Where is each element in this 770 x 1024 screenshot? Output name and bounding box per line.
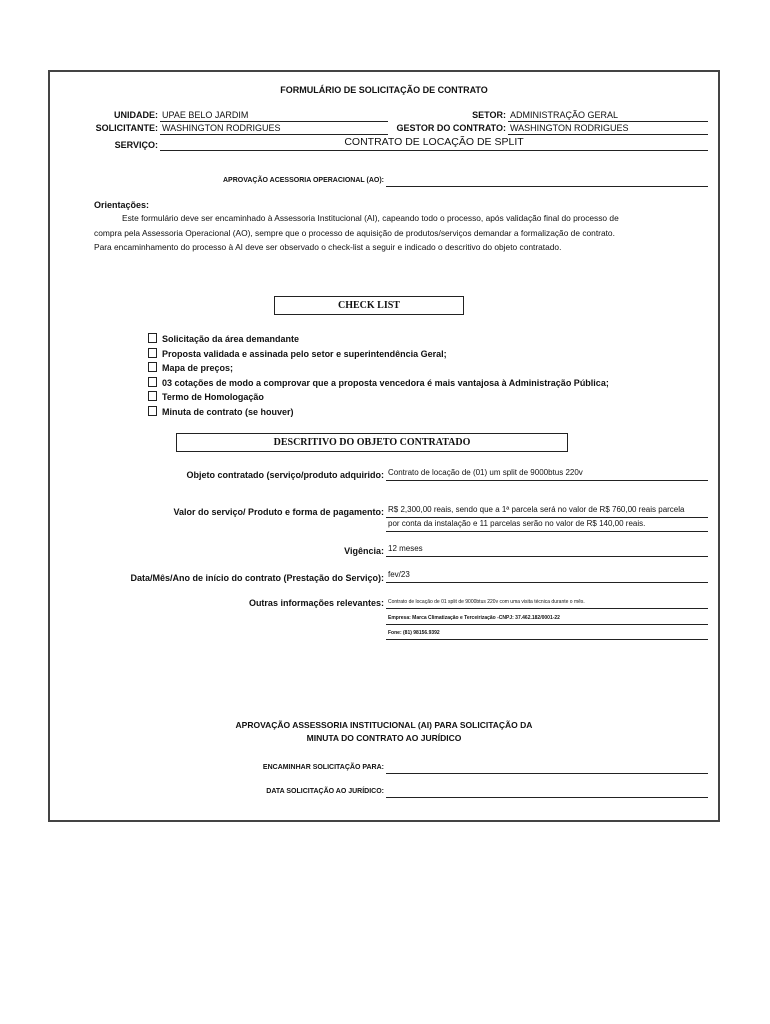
orientacoes-line-2: compra pela Assessoria Operacional (AO), sempre que o processo de aquisição de produtos/serviços demandar a formalização de contrato. [94, 228, 615, 238]
vigencia-field[interactable]: 12 meses [386, 544, 708, 557]
form-title: FORMULÁRIO DE SOLICITAÇÃO DE CONTRATO [280, 85, 488, 95]
descritivo-heading: DESCRITIVO DO OBJETO CONTRATADO [176, 433, 568, 452]
orientacoes-line-1: Este formulário deve ser encaminhado à Assessoria Institucional (AI), capeando todo o processo, após validação final do processo de [122, 213, 619, 223]
outras-info-line-3[interactable]: Fone: (81) 98156.9392 [386, 628, 708, 640]
aprovacao-ao-field[interactable] [386, 175, 708, 187]
solicitante-label: SOLICITANTE: [95, 123, 158, 133]
valor-field-line-1[interactable]: R$ 2,300,00 reais, sendo que a 1ª parcela será no valor de R$ 760,00 reais parcela [386, 505, 708, 518]
unidade-field[interactable]: UPAE BELO JARDIM [160, 110, 388, 122]
checklist-checkbox-6[interactable] [148, 406, 157, 416]
aprovacao-ai-heading-line-1: APROVAÇÃO ASSESSORIA INSTITUCIONAL (AI) PARA SOLICITAÇÃO DA [235, 720, 533, 730]
vigencia-label: Vigência: [344, 546, 384, 556]
checklist-checkbox-4[interactable] [148, 377, 157, 387]
checklist-item-4: 03 cotações de modo a comprovar que a proposta vencedora é mais vantajosa à Administração Pública; [162, 378, 609, 388]
setor-field[interactable]: ADMINISTRAÇÃO GERAL [508, 110, 708, 122]
checklist-item-6: Minuta de contrato (se houver) [162, 407, 294, 417]
checklist-item-1: Solicitação da área demandante [162, 334, 300, 344]
checklist-checkbox-1[interactable] [148, 333, 157, 343]
valor-label: Valor do serviço/ Produto e forma de pagamento: [173, 507, 384, 517]
outras-info-label: Outras informações relevantes: [248, 598, 384, 608]
servico-label: SERVIÇO: [114, 140, 158, 150]
valor-field-line-2[interactable]: por conta da instalação e 11 parcelas serão no valor de R$ 140,00 reais. [386, 519, 708, 532]
checklist-heading: CHECK LIST [274, 296, 464, 315]
orientacoes-heading: Orientações: [94, 200, 150, 210]
objeto-field[interactable]: Contrato de locação de (01) um split de 9000btus 220v [386, 468, 708, 481]
aprovacao-ai-heading-line-2: MINUTA DO CONTRATO AO JURÍDICO [306, 733, 462, 743]
objeto-label: Objeto contratado (serviço/produto adquirido: [186, 470, 384, 480]
checklist-checkbox-3[interactable] [148, 362, 157, 372]
setor-label: SETOR: [472, 110, 506, 120]
unidade-label: UNIDADE: [114, 110, 158, 120]
data-inicio-label: Data/Mês/Ano de início do contrato (Prestação do Serviço): [130, 573, 384, 583]
data-juridico-field[interactable] [386, 786, 708, 798]
contract-request-form [48, 70, 720, 822]
checklist-checkbox-5[interactable] [148, 391, 157, 401]
checklist-item-2: Proposta validada e assinada pelo setor e superintendência Geral; [162, 349, 447, 359]
solicitante-field[interactable]: WASHINGTON RODRIGUES [160, 123, 388, 135]
data-juridico-label: DATA SOLICITAÇÃO AO JURÍDICO: [266, 788, 384, 795]
data-inicio-field[interactable]: fev/23 [386, 570, 708, 583]
checklist-item-5: Termo de Homologação [162, 392, 264, 402]
outras-info-line-1[interactable]: Contrato de locação de 01 split de 9000btus 220v com uma visita técnica durante o mês. [386, 598, 708, 609]
encaminhar-label: ENCAMINHAR SOLICITAÇÃO PARA: [262, 764, 384, 771]
aprovacao-ao-label: APROVAÇÃO ACESSORIA OPERACIONAL (AO): [222, 177, 384, 184]
checklist-item-3: Mapa de preços; [162, 363, 234, 373]
checklist-checkbox-2[interactable] [148, 348, 157, 358]
encaminhar-field[interactable] [386, 762, 708, 774]
servico-field[interactable]: CONTRATO DE LOCAÇÃO DE SPLIT [160, 136, 708, 151]
gestor-field[interactable]: WASHINGTON RODRIGUES [508, 123, 708, 135]
gestor-label: GESTOR DO CONTRATO: [396, 123, 506, 133]
outras-info-line-2[interactable]: Empresa: Marca Climatização e Terceirização -CNPJ: 37.462.182/0001-22 [386, 613, 708, 625]
orientacoes-line-3: Para encaminhamento do processo à AI deve ser observado o check-list a seguir e indicado o descritivo do objeto contratado. [94, 242, 562, 252]
